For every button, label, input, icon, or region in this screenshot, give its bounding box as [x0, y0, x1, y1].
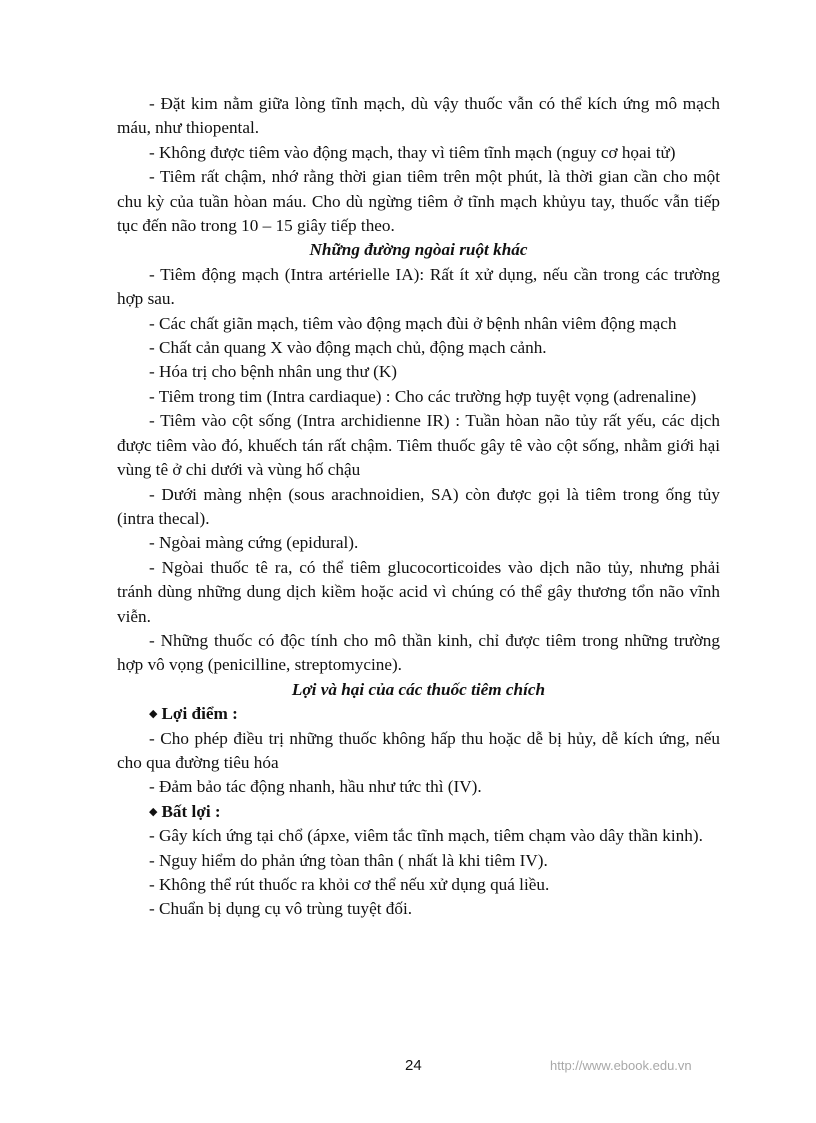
paragraph: - Các chất giãn mạch, tiêm vào động mạch đùi ở bệnh nhân viêm động mạch	[149, 313, 677, 333]
paragraph: - Tiêm vào cột sống (Intra archidienne IR) : Tuần hòan não tủy rất yếu, các dịch được tiêm vào đó, khuếch tán rất chậm. Tiêm thuốc gây tê vào cột sống, nhằm giới hại vùng tê ở chi dưới và vùng hố chậu	[117, 411, 720, 480]
paragraph: - Hóa trị cho bệnh nhân ung thư (K)	[149, 362, 397, 382]
page-footer	[0, 1057, 816, 1077]
section-heading: Những đường ngòai ruột khác	[309, 240, 528, 260]
paragraph: - Chuẩn bị dụng cụ vô trùng tuyệt đối.	[149, 899, 413, 919]
disadvantages-label	[117, 800, 720, 824]
paragraph: - Tiêm rất chậm, nhớ rằng thời gian tiêm trên một phút, là thời gian cần cho một chu kỳ của tuần hòan máu. Cho dù ngừng tiêm ở tĩnh mạch khủyu tay, thuốc vẫn tiếp tục đến não trong 10 – 15 giây tiếp theo.	[117, 167, 720, 236]
footer-url[interactable]: http://www.ebook.edu.vn	[550, 1058, 692, 1073]
paragraph: - Cho phép điều trị những thuốc không hấp thu hoặc dễ bị hủy, dễ kích ứng, nếu cho qua đường tiêu hóa	[117, 728, 720, 772]
diamond-bullet-icon: ◆	[149, 708, 158, 721]
paragraph: - Gây kích ứng tại chổ (ápxe, viêm tắc tĩnh mạch, tiêm chạm vào dây thần kinh).	[149, 826, 703, 846]
paragraph: - Ngòai thuốc tê ra, có thể tiêm glucocorticoides vào dịch não tủy, nhưng phải tránh dùng những dung dịch kiềm hoặc acid vì chúng có thể gây thương tổn não vĩnh viễn.	[117, 557, 720, 626]
paragraph: - Đặt kim nằm giữa lòng tĩnh mạch, dù vậy thuốc vẫn có thể kích ứng mô mạch máu, như thiopental.	[117, 94, 720, 138]
paragraph: - Đảm bảo tác động nhanh, hầu như tức thì (IV).	[149, 777, 482, 797]
disadvantages-label-text: Bất lợi :	[161, 801, 221, 821]
document-page	[117, 92, 720, 922]
paragraph: - Không được tiêm vào động mạch, thay vì tiêm tĩnh mạch (nguy cơ họai tử)	[149, 142, 676, 162]
paragraph: - Ngòai màng cứng (epidural).	[149, 533, 359, 553]
advantages-label	[117, 702, 720, 726]
diamond-bullet-icon: ◆	[149, 805, 158, 818]
paragraph: - Những thuốc có độc tính cho mô thần kinh, chỉ được tiêm trong những trường hợp vô vọng (penicilline, streptomycine).	[117, 630, 720, 675]
advantages-label-text: Lợi điểm :	[161, 704, 238, 724]
paragraph: - Không thể rút thuốc ra khỏi cơ thể nếu xử dụng quá liều.	[149, 875, 550, 894]
paragraph: - Tiêm trong tim (Intra cardiaque) : Cho các trường hợp tuyệt vọng (adrenaline)	[149, 386, 697, 406]
paragraph: - Dưới màng nhện (sous arachnoidien, SA) còn được gọi là tiêm trong ống tủy (intra thecal).	[117, 484, 720, 528]
paragraph: - Chất cản quang X vào động mạch chủ, động mạch cảnh.	[149, 338, 547, 358]
section-heading: Lợi và hại của các thuốc tiêm chích	[291, 679, 546, 699]
paragraph: - Nguy hiểm do phản ứng tòan thân ( nhất là khi tiêm IV).	[149, 850, 548, 870]
page-number: 24	[405, 1057, 422, 1074]
paragraph: - Tiêm động mạch (Intra artérielle IA): Rất ít xử dụng, nếu cần trong các trường hợp sau.	[117, 264, 720, 309]
